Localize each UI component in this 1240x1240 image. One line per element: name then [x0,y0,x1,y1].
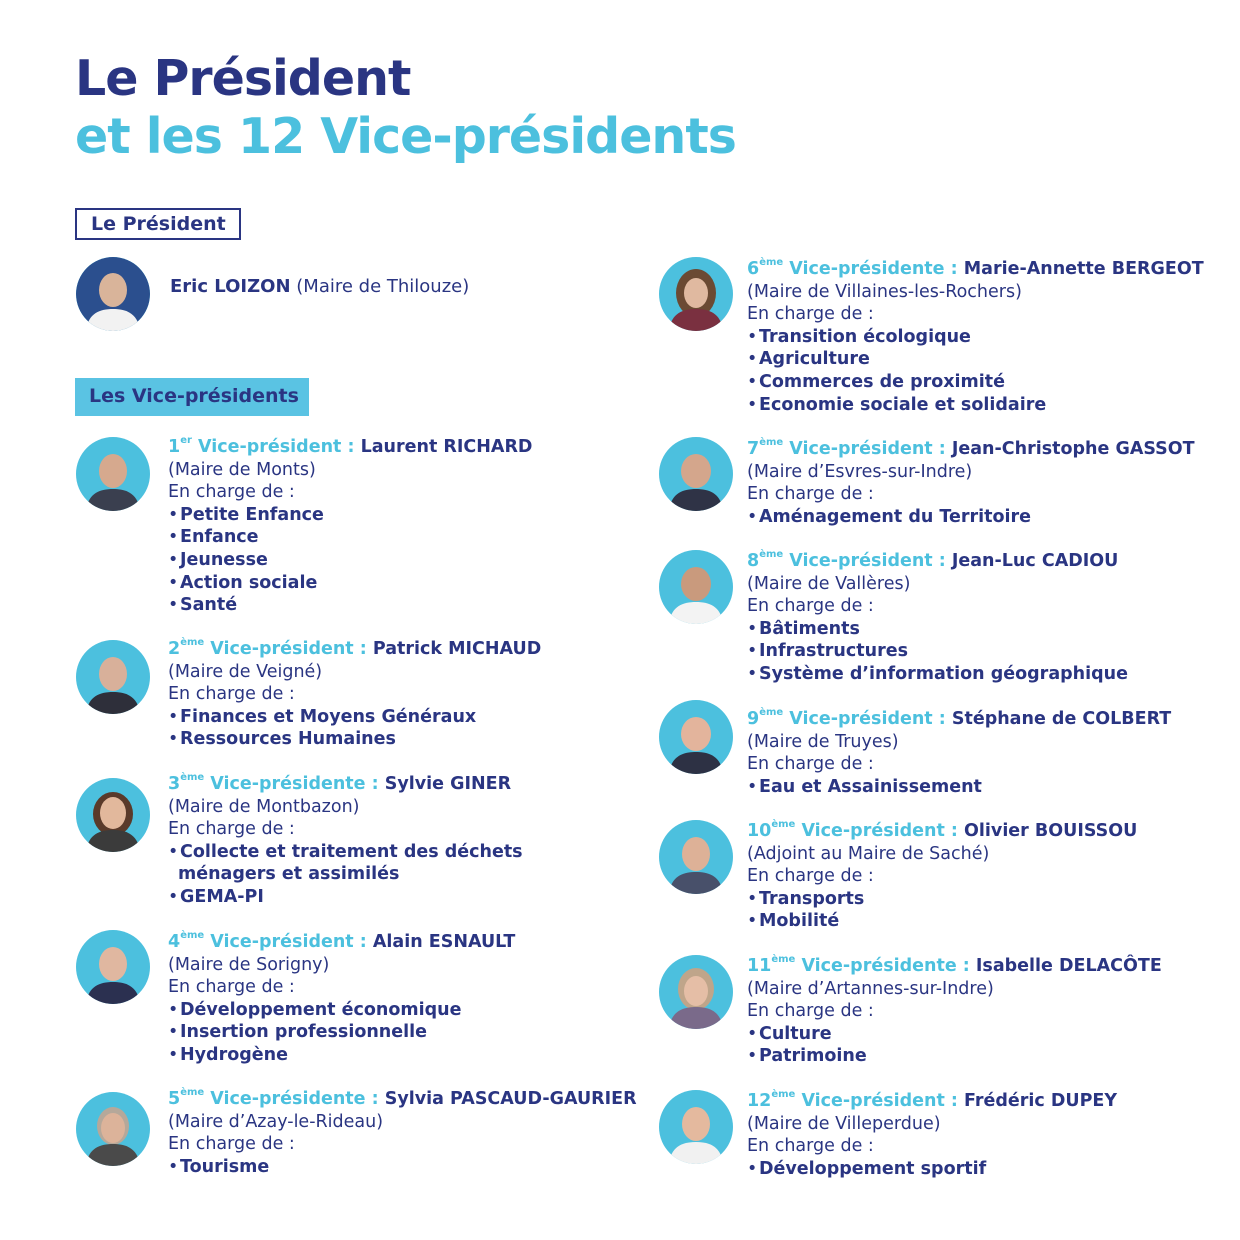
vp-responsibilities [747,888,1137,933]
vp-card-4 [168,931,515,1067]
vp-responsibilities [747,506,1195,529]
vp-heading [168,638,541,661]
vp-title: Vice-président : [801,1091,958,1111]
vp-rank [747,821,958,841]
vp-rank [747,551,946,571]
vp-name: Laurent RICHARD [360,437,533,457]
vp-heading [747,550,1128,573]
portrait-vp-10 [659,820,733,894]
vp-role: (Maire d’Esvres-sur-Indre) [747,461,973,482]
vp-rank-suffix: ème [771,1089,796,1100]
vp-charge-label: En charge de : [747,1001,874,1022]
vp-rank-suffix: ème [180,930,205,941]
vp-rank-number: 11 [747,956,772,976]
responsibility-item: • Enfance [168,526,532,549]
vp-rank-suffix: ème [771,819,796,830]
vp-rank-suffix: er [180,435,192,446]
vp-responsibilities [747,618,1128,686]
responsibility-item: • Tourisme [168,1156,637,1179]
responsibility-item: • Aménagement du Territoire [747,506,1195,529]
responsibility-item: ménagers et assimilés [178,864,400,885]
vp-heading [168,436,532,459]
vp-rank-number: 3 [168,774,181,794]
vp-rank-number: 10 [747,821,772,841]
vp-rank-suffix: ème [180,1087,205,1098]
vp-role: (Maire de Sorigny) [168,954,330,975]
portrait-vp-8 [659,550,733,624]
vp-title: Vice-président : [789,709,946,729]
vp-responsibilities [168,999,515,1067]
vp-rank-number: 7 [747,439,760,459]
vp-card-3 [168,773,523,909]
vp-title: Vice-président : [198,437,355,457]
vp-rank [168,639,367,659]
vp-rank-suffix: ème [759,549,784,560]
section-label-vice-presidents: Les Vice-présidents [75,378,309,416]
vp-heading [747,258,1204,281]
vp-title: Vice-présidente : [789,259,958,279]
portrait-vp-11 [659,955,733,1029]
vp-role: (Maire d’Artannes-sur-Indre) [747,978,994,999]
vp-card-8 [747,550,1128,686]
vp-rank-number: 6 [747,259,760,279]
vp-responsibilities [168,504,532,617]
responsibility-item: • Transition écologique [747,326,1204,349]
responsibility-item: • Finances et Moyens Généraux [168,706,541,729]
portrait-vp-12 [659,1090,733,1164]
vp-name: Sylvie GINER [384,774,512,794]
vp-card-1 [168,436,532,617]
vp-title: Vice-présidente : [210,774,379,794]
vp-name: Olivier BOUISSOU [964,821,1138,841]
vp-charge-label: En charge de : [168,977,295,998]
vp-responsibilities [747,1023,1162,1068]
vp-heading [168,1088,637,1111]
vp-rank-number: 8 [747,551,760,571]
vp-charge-label: En charge de : [747,754,874,775]
vp-rank [747,709,946,729]
vp-heading [747,438,1195,461]
vp-role: (Maire de Villaines-les-Rochers) [747,281,1022,302]
responsibility-item: • Jeunesse [168,549,532,572]
responsibility-item: • Ressources Humaines [168,728,541,751]
vp-heading [168,773,523,796]
president-name: Eric LOIZON [170,276,291,297]
vp-name: Sylvia PASCAUD-GAURIER [384,1089,637,1109]
vp-role: (Adjoint au Maire de Saché) [747,843,990,864]
portrait-vp-4 [76,930,150,1004]
vp-card-6 [747,258,1204,416]
page-title: Le Président [75,50,411,107]
responsibility-item: • Hydrogène [168,1044,515,1067]
vp-heading [747,1090,1117,1113]
vp-rank [168,437,355,457]
responsibility-item: • Agriculture [747,348,1204,371]
vp-title: Vice-président : [210,639,367,659]
responsibility-item: • Economie sociale et solidaire [747,394,1204,417]
vp-card-7 [747,438,1195,528]
vp-rank-number: 12 [747,1091,772,1111]
vp-charge-label: En charge de : [747,304,874,325]
vp-role: (Maire d’Azay-le-Rideau) [168,1111,384,1132]
vp-rank-number: 4 [168,932,181,952]
responsibility-item: • Développement économique [168,999,515,1022]
vp-charge-label: En charge de : [168,684,295,705]
vp-name: Jean-Christophe GASSOT [951,439,1195,459]
vp-heading [168,931,515,954]
responsibility-item: • Développement sportif [747,1158,1117,1181]
vp-heading [747,820,1137,843]
vp-name: Marie-Annette BERGEOT [963,259,1204,279]
vp-charge-label: En charge de : [168,819,295,840]
vp-name: Alain ESNAULT [372,932,516,952]
president-line [170,276,469,297]
responsibility-item: • Système d’information géographique [747,663,1128,686]
responsibility-item: • Santé [168,594,532,617]
responsibility-item: • Petite Enfance [168,504,532,527]
vp-name: Jean-Luc CADIOU [951,551,1119,571]
vp-card-2 [168,638,541,751]
portrait-vp-3 [76,778,150,852]
vp-responsibilities [168,1156,637,1179]
vp-heading [747,708,1171,731]
vp-charge-label: En charge de : [168,482,295,503]
vp-rank-suffix: ème [771,954,796,965]
portrait-vp-5 [76,1092,150,1166]
vp-rank-suffix: ème [180,637,205,648]
vp-role: (Maire de Vallères) [747,573,911,594]
responsibility-item: • Patrimoine [747,1045,1162,1068]
responsibility-item: • Infrastructures [747,640,1128,663]
responsibility-item: • Insertion professionnelle [168,1021,515,1044]
portrait-vp-9 [659,700,733,774]
vp-card-9 [747,708,1171,798]
vp-rank-suffix: ème [759,257,784,268]
vp-charge-label: En charge de : [747,596,874,617]
responsibility-item: • Bâtiments [747,618,1128,641]
vp-rank-suffix: ème [759,437,784,448]
responsibility-item: • Mobilité [747,910,1137,933]
vp-charge-label: En charge de : [747,866,874,887]
vp-rank [747,259,958,279]
responsibility-item: • Culture [747,1023,1162,1046]
vp-heading [747,955,1162,978]
vp-title: Vice-présidente : [210,1089,379,1109]
vp-role: (Maire de Veigné) [168,661,323,682]
vp-title: Vice-président : [801,821,958,841]
vp-responsibilities [747,776,1171,799]
vp-responsibilities [747,326,1204,416]
vp-rank [168,774,379,794]
vp-card-12 [747,1090,1117,1180]
responsibility-item: • Collecte et traitement des déchets [168,841,523,864]
portrait-photo-icon [76,257,150,331]
president-role: (Maire de Thilouze) [296,276,470,297]
vp-rank [747,956,970,976]
vp-rank [168,932,367,952]
responsibility-item: • Eau et Assainissement [747,776,1171,799]
responsibility-item: • Action sociale [168,572,532,595]
vp-rank [747,1091,958,1111]
portrait-vp-6 [659,257,733,331]
vp-name: Isabelle DELACÔTE [975,956,1162,976]
responsibility-item: • Transports [747,888,1137,911]
vp-rank-number: 5 [168,1089,181,1109]
vp-charge-label: En charge de : [747,484,874,505]
vp-responsibilities [168,706,541,751]
vp-rank [168,1089,379,1109]
vp-rank-suffix: ème [180,772,205,783]
vp-role: (Maire de Montbazon) [168,796,360,817]
vp-rank-suffix: ème [759,707,784,718]
vp-title: Vice-président : [210,932,367,952]
vp-role: (Maire de Monts) [168,459,316,480]
page-subtitle: et les 12 Vice-présidents [75,108,736,165]
vp-title: Vice-président : [789,551,946,571]
portrait-vp-1 [76,437,150,511]
president-portrait [76,257,150,331]
vp-card-10 [747,820,1137,933]
responsibility-item: • GEMA-PI [168,886,523,909]
vp-charge-label: En charge de : [168,1134,295,1155]
vp-name: Frédéric DUPEY [964,1091,1118,1111]
vp-title: Vice-présidente : [801,956,970,976]
vp-rank-number: 2 [168,639,181,659]
portrait-vp-2 [76,640,150,714]
vp-role: (Maire de Truyes) [747,731,899,752]
section-label-president: Le Président [75,208,241,240]
vp-name: Stéphane de COLBERT [951,709,1172,729]
vp-rank [747,439,946,459]
vp-role: (Maire de Villeperdue) [747,1113,941,1134]
vp-card-5 [168,1088,637,1178]
portrait-vp-7 [659,437,733,511]
vp-rank-number: 9 [747,709,760,729]
vp-rank-number: 1 [168,437,181,457]
vp-title: Vice-président : [789,439,946,459]
vp-responsibilities [168,841,523,909]
responsibility-item: • Commerces de proximité [747,371,1204,394]
vp-name: Patrick MICHAUD [372,639,542,659]
vp-charge-label: En charge de : [747,1136,874,1157]
vp-responsibilities [747,1158,1117,1181]
vp-card-11 [747,955,1162,1068]
